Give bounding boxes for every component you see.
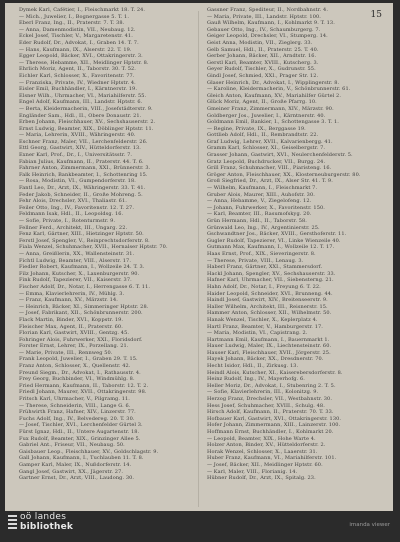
directory-entry: Haindl Josef, Gastwirt, XIV., Breitenseerstr. 9. bbox=[207, 297, 328, 304]
directory-entry: Eschner Franz, Maler, VII., Lerchenfelderstr. 26. bbox=[19, 138, 148, 145]
directory-entry: Fehr Alois, Drechsler, XVI., Thaliastr. 61. bbox=[19, 198, 127, 205]
directory-entry: — Anna, Damenmodistin, VII., Neubaug. 12. bbox=[19, 26, 136, 33]
directory-entry: Goldmann Emil, Bankier, I., Schottengasse 3. T. 1. bbox=[207, 119, 339, 126]
directory-entry: — Karl, Maler, VIII., Florianig. 14. bbox=[207, 468, 298, 475]
directory-entry: Florian Karl, Gastwirt, XVIII., Gentzg. 45. bbox=[19, 330, 130, 337]
directory-entry: Geist Anna, Modistin, VII., Zieglerg. 33. bbox=[207, 39, 313, 46]
directory-entry: Huber Franz, Kaufmann, VI., Mariahilferstr. 101. bbox=[207, 455, 337, 462]
directory-entry: Grill Franz, Schuhmacher, VIII., Piaristeng. 16. bbox=[207, 165, 332, 172]
directory-entry: — Therese, Schneiderin, VIII., Lange G. 6. bbox=[19, 402, 131, 409]
directory-entry: Gleich Anton, Kaufmann, XV., Mariahilfer Gürtel 2. bbox=[207, 92, 342, 99]
directory-entry: Gerstl Karl, Beamter, XVIII., Kutscherg. 3. bbox=[207, 59, 319, 66]
directory-entry: Hecht Isidor, Hdl., II., Zirkusg. 13. bbox=[207, 363, 299, 370]
directory-entry: Gröger Anton, Fleischhauer, XX., Klosterneuburgerstr. 80. bbox=[207, 171, 361, 178]
directory-entry: Fux Rudolf, Beamter, XIX., Grinzinger Allee 5. bbox=[19, 435, 141, 442]
directory-entry: Hafner Karl, Uhrmacher, VII., Siebensterng. 21. bbox=[207, 277, 334, 284]
directory-entry: Gschwandtner Jos., Bäcker, XVIII., Gersthoferstr. 11. bbox=[207, 231, 347, 238]
directory-entry: Gabriel Ant., Friseur, VII., Neubaug. 50. bbox=[19, 442, 125, 449]
directory-entry: Fritsch Karl, Uhrmacher, V., Pilgramg. 11. bbox=[19, 396, 130, 403]
library-logo-text bbox=[20, 513, 73, 532]
directory-entry: Eder Rudolf, Dr., Advokat, I., Graben 14. T. 7. bbox=[19, 39, 139, 46]
directory-entry: Gamper Karl, Maler, IX., Nußdorferstr. 14. bbox=[19, 461, 132, 468]
directory-entry: — Therese, Hebamme, XII., Meidlinger Hptstr. 8. bbox=[19, 59, 149, 66]
directory-entry: Eberl Franz, Ing., II., Praterstr. 7. T. 38. bbox=[19, 20, 125, 27]
directory-entry: Hammer Anton, Schlosser, XII., Wilhelmstr. 50. bbox=[207, 310, 332, 317]
directory-entry: Hübner Rudolf, Dr., Arzt, IX., Spitalg. 23. bbox=[207, 475, 316, 482]
directory-entry: Gelb Samuel, Hdl., II., Praterstr. 25. T. 40. bbox=[207, 46, 319, 53]
directory-entry: Gassner Franz, Spediteur, II., Nordbahnstr. 4. bbox=[207, 7, 329, 13]
directory-entry: — Berta, Kleidermacherin, VIII., Josefstädterstr. 9. bbox=[19, 105, 153, 112]
directory-entry: Hartmann Emil, Kaufmann, I., Bauernmarkt 1. bbox=[207, 336, 330, 343]
directory-entry: Elsner Wilh., Uhrmacher, VI., Mariahilferstr. 55. bbox=[19, 92, 147, 99]
directory-entry: Feldmann Isak, Hdl., II., Leopoldsg. 16. bbox=[19, 211, 124, 218]
directory-entry: Gutmann Max, Kaufmann, I., Wollzeile 12. T. 17. bbox=[207, 244, 335, 251]
directory-entry: Falk Heinrich, Bankbeamter, I., Schottenring 15. bbox=[19, 171, 148, 178]
directory-entry: Fink Rudolf, Tapezierer, VII., Kaiserstr. 37. bbox=[19, 277, 132, 284]
directory-entry: — Anna, Greißlerin, XX., Wallensteinstr. 31. bbox=[19, 250, 135, 257]
directory-entry: Grün Hermann, Hdl., II., Taborstr. 58. bbox=[207, 218, 307, 224]
directory-entry: Frühwirth Franz, Hafner, XIV., Linzerstr. 77. bbox=[19, 409, 136, 416]
directory-entry: Hess Josef, Schuhmacher, XVIII., Schulg. 48. bbox=[207, 402, 325, 409]
directory-entry: Franz Anton, Schlosser, X., Quellenstr. 42. bbox=[19, 363, 131, 370]
directory-entry: Friedl Johann, Maurer, XVII., Ottakringerstr. 98. bbox=[19, 389, 147, 396]
directory-entry: — Josef, Fabrikant, XII., Schönbrunnerstr. 200. bbox=[19, 310, 143, 317]
directory-entry: Gerber Johann, Bäcker, XII., Arndtstr. 16. bbox=[207, 53, 317, 60]
directory-entry: Haas Ernst, Prof., XIX., Sieveringerstr. 8. bbox=[207, 250, 316, 257]
directory-entry: Ernst Ludwig, Beamter, XIX., Döblinger Hptstr. 11. bbox=[19, 125, 154, 132]
directory-entry: — Johann, Fuhrwerker, X., Favoritenstr. 150. bbox=[207, 204, 325, 211]
directory-entry: — Regine, Private, IX., Berggasse 19. bbox=[207, 125, 306, 132]
directory-entry: Gindl Josef, Schmied, XXI., Prager Str. 12. bbox=[207, 72, 319, 79]
directory-entry: Gottlieb Adolf, Hdl., II., Rembrandtstr. 22. bbox=[207, 132, 319, 139]
directory-entry: Fenz Karl, Gärtner, XIII., Hietzinger Hptstr. 50. bbox=[19, 231, 144, 238]
directory-entry: Gartner Ernst, Dr., Arzt, VIII., Laudong. 30. bbox=[19, 475, 135, 482]
directory-entry: Fantl Leo, Dr., Arzt, IX., Währingerstr. 33. T. 41. bbox=[19, 185, 146, 192]
directory-entry: Heinz Rudolf, Ing., IV., Mayerhofg. 6. bbox=[207, 376, 305, 383]
left-column bbox=[19, 7, 191, 482]
directory-entry: Goldberger Jos., Juwelier, I., Kärntnerstr. 40. bbox=[207, 112, 326, 119]
directory-entry: — Wilhelm, Kaufmann, I., Fleischmarkt 7. bbox=[207, 185, 318, 192]
directory-entry: Holzer Anton, Binder, XV., Hütteldorferstr. 2. bbox=[207, 442, 326, 449]
directory-entry: Hoffmann Ernst, Buchhändler, I., Kohlmarkt 20. bbox=[207, 429, 334, 435]
directory-entry: Heindl Alois, Kutscher, XI., Kaiserebersdorferstr. 8. bbox=[207, 369, 343, 376]
directory-entry: — Anna, Hebamme, V., Ziegelofeng. 12. bbox=[207, 198, 312, 205]
directory-entry: Ferstl Josef, Spengler, V., Reinprechtsdorferstr. 8. bbox=[19, 237, 150, 244]
directory-entry: Frey Georg, Buchbinder, VI., Windmühlg. 8. bbox=[19, 376, 135, 383]
directory-entry: Herzog Franz, Drechsler, VII., Westbahnstr. 30. bbox=[207, 396, 333, 403]
directory-entry: — Franziska, Private, IV., Wiedner Hptstr. 4. bbox=[19, 79, 136, 86]
directory-entry: Horak Wenzel, Schlosser, X., Laaerstr. 31. bbox=[207, 448, 318, 455]
directory-entry: Fiala Wenzel, Schuhmacher, XVII., Hernalser Hptstr. 70. bbox=[19, 244, 168, 251]
directory-entry: Hofbauer Karl, Gastwirt, XVI., Ottakringerstr. 130. bbox=[207, 415, 342, 422]
directory-entry: — Franz, Kaufmann, XV., Märzstr. 14. bbox=[19, 297, 118, 304]
directory-entry: Erben Johann, Fleischhauer, XV., Sechshauserstr. 2. bbox=[19, 119, 156, 126]
directory-entry: — Therese, Private, VIII., Lenaug. 3. bbox=[207, 257, 304, 264]
directory-entry: Fabian Julius, Kaufmann, II., Praterstr. 44. T. 6. bbox=[19, 158, 144, 165]
viewer-label: imanda viewer bbox=[349, 522, 390, 528]
directory-entry: Haller Wilhelm, Architekt, III., Reisnerstr. 15. bbox=[207, 303, 328, 310]
directory-entry: Hartl Franz, Beamter, V., Hamburgerstr. 17. bbox=[207, 323, 323, 330]
directory-entry: Hanak Wenzel, Tischler, X., Keplerplatz 4. bbox=[207, 316, 318, 323]
directory-entry: Hofer Johann, Zimmermann, XIII., Lainzerstr. 100. bbox=[207, 422, 341, 429]
directory-entry: Gebauer Otto, Ing., IV., Schaumburgerg. 7. bbox=[207, 26, 321, 33]
directory-entry: Hayek Johann, Bäcker, XX., Dresdnerstr. 70. bbox=[207, 356, 324, 363]
directory-entry: Gugler Rudolf, Tapezierer, VI., Linke Wienzeile 40. bbox=[207, 237, 341, 244]
directory-entry: Ettl Georg, Gastwirt, XIV., Hütteldorferstr. 13. bbox=[19, 145, 141, 152]
directory-entry: Gramm Karl, Schlosser, XI., Geiselbergstr. 7. bbox=[207, 145, 326, 152]
directory-entry: Hauer Ludwig, Maler, IX., Liechtensteinstr. 60. bbox=[207, 343, 332, 350]
directory-entry: Forster Ernst, Lehrer, IX., Porzellang. 21. bbox=[19, 343, 129, 350]
directory-entry: — Marie, Private, III., Rennweg 50. bbox=[19, 349, 113, 356]
directory-entry: Fichtl Ludwig, Beamter, VIII., Alserstr. 17. bbox=[19, 257, 132, 264]
directory-entry: Feiler Otto, Ing., IV., Favoritenstr. 12. T. 27. bbox=[19, 204, 135, 211]
directory-entry: Fahrner Anton, Zimmermann, XXI., Brünnerstr. 3. bbox=[19, 165, 151, 172]
directory-entry: Hauser Karl, Fleischhauer, XVII., Jörgerstr. 25. bbox=[207, 349, 331, 356]
directory-entry: — Emma, Klavierlehrerin, IV., Mühlg. 3. bbox=[19, 290, 125, 297]
directory-entry: Feder Jakob, Schneider, II., Große Mohreng. 5. bbox=[19, 191, 143, 198]
directory-entry: Grünwald Leo, Ing., IV., Argentinierstr. 25. bbox=[207, 224, 320, 231]
directory-entry: Heller Moriz, Dr., Advokat, I., Stubenring 2. T. 5. bbox=[207, 382, 336, 389]
directory-entry: — Heinrich, Bäcker, XI., Simmeringer Hptstr. 28. bbox=[19, 303, 149, 310]
directory-entry: Flack Martin, Binder, XVI., Koppstr. 19. bbox=[19, 316, 124, 323]
directory-entry: Gangl Josef, Gastwirt, XX., Jägerstr. 27. bbox=[19, 468, 124, 475]
library-logo-icon bbox=[8, 514, 17, 532]
logo-line-1: oö landes bbox=[20, 512, 67, 522]
directory-entry: Groß Siegfried, Dr., Arzt, IX., Alser Str. 41. T. 9. bbox=[207, 178, 333, 185]
directory-entry: Gaisbauer Leop., Fleischhauer, XV., Goldschlagstr. 9. bbox=[19, 448, 159, 455]
directory-entry: Egger Leopold, Bäcker, XVI., Ottakringerstr. 3. bbox=[19, 53, 143, 60]
directory-entry: Engel Adolf, Kaufmann, III., Landstr. Hptstr. 6. bbox=[19, 99, 143, 106]
directory-entry: — Karl, Beamter, III., Rasumofskyg. 20. bbox=[207, 211, 312, 218]
directory-entry: — Leopold, Beamter, XIX., Hohe Warte 4. bbox=[207, 435, 316, 442]
directory-entry: Fürst Ignaz, Hdl., II., Untere Augartenstr. 18. bbox=[19, 429, 140, 435]
directory-entry: Fohringer Alois, Fuhrwerker, XXI., Floridsdorf. bbox=[19, 336, 143, 343]
directory-entry: Gratz Leopold, Buchdrucker, VII., Burgg. 24. bbox=[207, 158, 326, 165]
directory-entry: Fischer Adolf, Dr., Notar, I., Herrengasse 6. T. 11. bbox=[19, 283, 151, 290]
directory-entry: — Rosa, Modistin, VI., Gumpendorferstr. 18. bbox=[19, 178, 136, 185]
directory-entry: Fleischer Max, Agent, II., Praterstr. 60. bbox=[19, 323, 123, 330]
directory-entry: Eisler Emil, Buchhändler, I., Kärntnerstr. 19. bbox=[19, 86, 138, 93]
directory-entry: Hackl Johann, Spengler, XV., Sechshauserstr. 33. bbox=[207, 270, 336, 277]
directory-entry: Glück Moriz, Agent, II., Große Pfarrg. 10. bbox=[207, 99, 317, 106]
directory-entry: Gall Johann, Kaufmann, I., Tuchlauben 11. T. 8. bbox=[19, 455, 144, 462]
directory-entry: Haider Leopold, Schneider, XVI., Brunneng. 44. bbox=[207, 290, 333, 297]
directory-entry: Hahn Adolf, Dr., Notar, I., Freyung 6. T. 22. bbox=[207, 283, 321, 290]
viewer-footer bbox=[0, 511, 400, 542]
directory-entry: Ehrlich Moriz, Agent, II., Taborstr. 30. T. 52. bbox=[19, 66, 136, 73]
directory-entry: Graf Ludwig, Lehrer, XVII., Kalvarienbergg. 41. bbox=[207, 138, 333, 145]
directory-entry: Eckel Josef, Tischler, V., Margaretenstr. 41. bbox=[19, 33, 133, 40]
directory-entry: Fuchs Adolf, Ing., IV., Belvedereg. 20. T. 30. bbox=[19, 415, 135, 422]
column-divider bbox=[198, 11, 199, 507]
directory-entry: — Hans, Kaufmann, IX., Alserstr. 22. T. 19. bbox=[19, 46, 132, 53]
directory-entry: — Sofie, Klavierlehrerin, III., Kolonitzg. 9. bbox=[207, 389, 319, 396]
directory-entry: Eichler Karl, Schlosser, X., Favoritenstr. 77. bbox=[19, 72, 135, 79]
directory-entry: — Karoline, Kleidermacherin, V., Schönbrunnerstr. 61. bbox=[207, 86, 351, 93]
directory-entry: Exner Karl, Prof., Dr., I., Universitätsstr. 7. bbox=[19, 152, 133, 159]
right-column bbox=[207, 7, 379, 482]
directory-entry: Fellner Ferd., Architekt, III., Ungarg. 22. bbox=[19, 224, 128, 231]
directory-entry: — Josef, Bäcker, XII., Meidlinger Hptstr. 60. bbox=[207, 461, 323, 468]
directory-entry: — Maria, Lehrerin, XVIII., Währingerstr. 40. bbox=[19, 132, 136, 139]
directory-entry: Haberl Franz, Gärtner, XXI., Stammersdorf. bbox=[207, 264, 323, 271]
directory-entry: Frank Leopold, Juwelier, I., Graben 29. T. 15. bbox=[19, 356, 138, 363]
page-number: 15 bbox=[370, 10, 382, 20]
directory-entry: — Maria, Modistin, VI., Capistrang. 2. bbox=[207, 330, 308, 337]
directory-entry: Fiedler Robert, Kaufmann, I., Wollzeile 24. T. 3. bbox=[19, 264, 145, 271]
directory-entry: Filz Johann, Kutscher, X., Laxenburgerstr. 90. bbox=[19, 270, 140, 277]
directory-entry: Freund Siegm., Dr., Advokat, I., Rathausstr. 4. bbox=[19, 369, 141, 376]
directory-entry: Dymek Karl, Cafétier, I., Fleischmarkt 18. T. 24. bbox=[19, 7, 146, 13]
directory-entry: Geiger Leopold, Drechsler, VI., Stumperg. 14. bbox=[207, 33, 328, 40]
directory-entry: — Sofie, Private, I., Rotenturmstr. 9. bbox=[19, 218, 116, 224]
directory-entry: — Maria, Private, III., Landstr. Hptstr. 100. bbox=[207, 13, 321, 20]
logo-line-2: bibliothek bbox=[20, 521, 74, 532]
directory-entry: Gruber Alois, Maurer, XIII., Auhofstr. 30. bbox=[207, 191, 315, 198]
directory-entry: Geyer Rudolf, Tischler, X., Gudrunstr. 55. bbox=[207, 66, 316, 73]
scanned-page bbox=[5, 3, 393, 511]
directory-entry: Glaser Heinrich, Dr., Advokat, I., Wipplingerstr. 8. bbox=[207, 79, 340, 86]
directory-entry: — Mich., Juwelier, I., Bognergasse 5. T. 1. bbox=[19, 13, 130, 20]
directory-entry: Gauß Wilhelm, Kaufmann, I., Kohlmarkt 9. T. 13. bbox=[207, 20, 335, 27]
directory-entry: Fried Hermann, Kaufmann, II., Taborstr. 12. T. 2. bbox=[19, 382, 149, 389]
directory-entry: Gmeiner Franz, Zimmermann, XIV., Märzstr. 90. bbox=[207, 105, 334, 112]
directory-entry: Grasser Johann, Gastwirt, XVI., Neulerchenfelderstr. 5. bbox=[207, 152, 353, 159]
directory-entry: Hirsch Adolf, Kaufmann, II., Praterstr. 70. T. 33. bbox=[207, 409, 334, 416]
directory-entry: Engländer Sam., Hdl., II., Obere Donaustr. 21. bbox=[19, 112, 142, 119]
directory-entry: — Josef, Tischler, XVI., Lerchenfelder Gürtel 3. bbox=[19, 422, 143, 429]
library-logo[interactable] bbox=[8, 513, 73, 532]
